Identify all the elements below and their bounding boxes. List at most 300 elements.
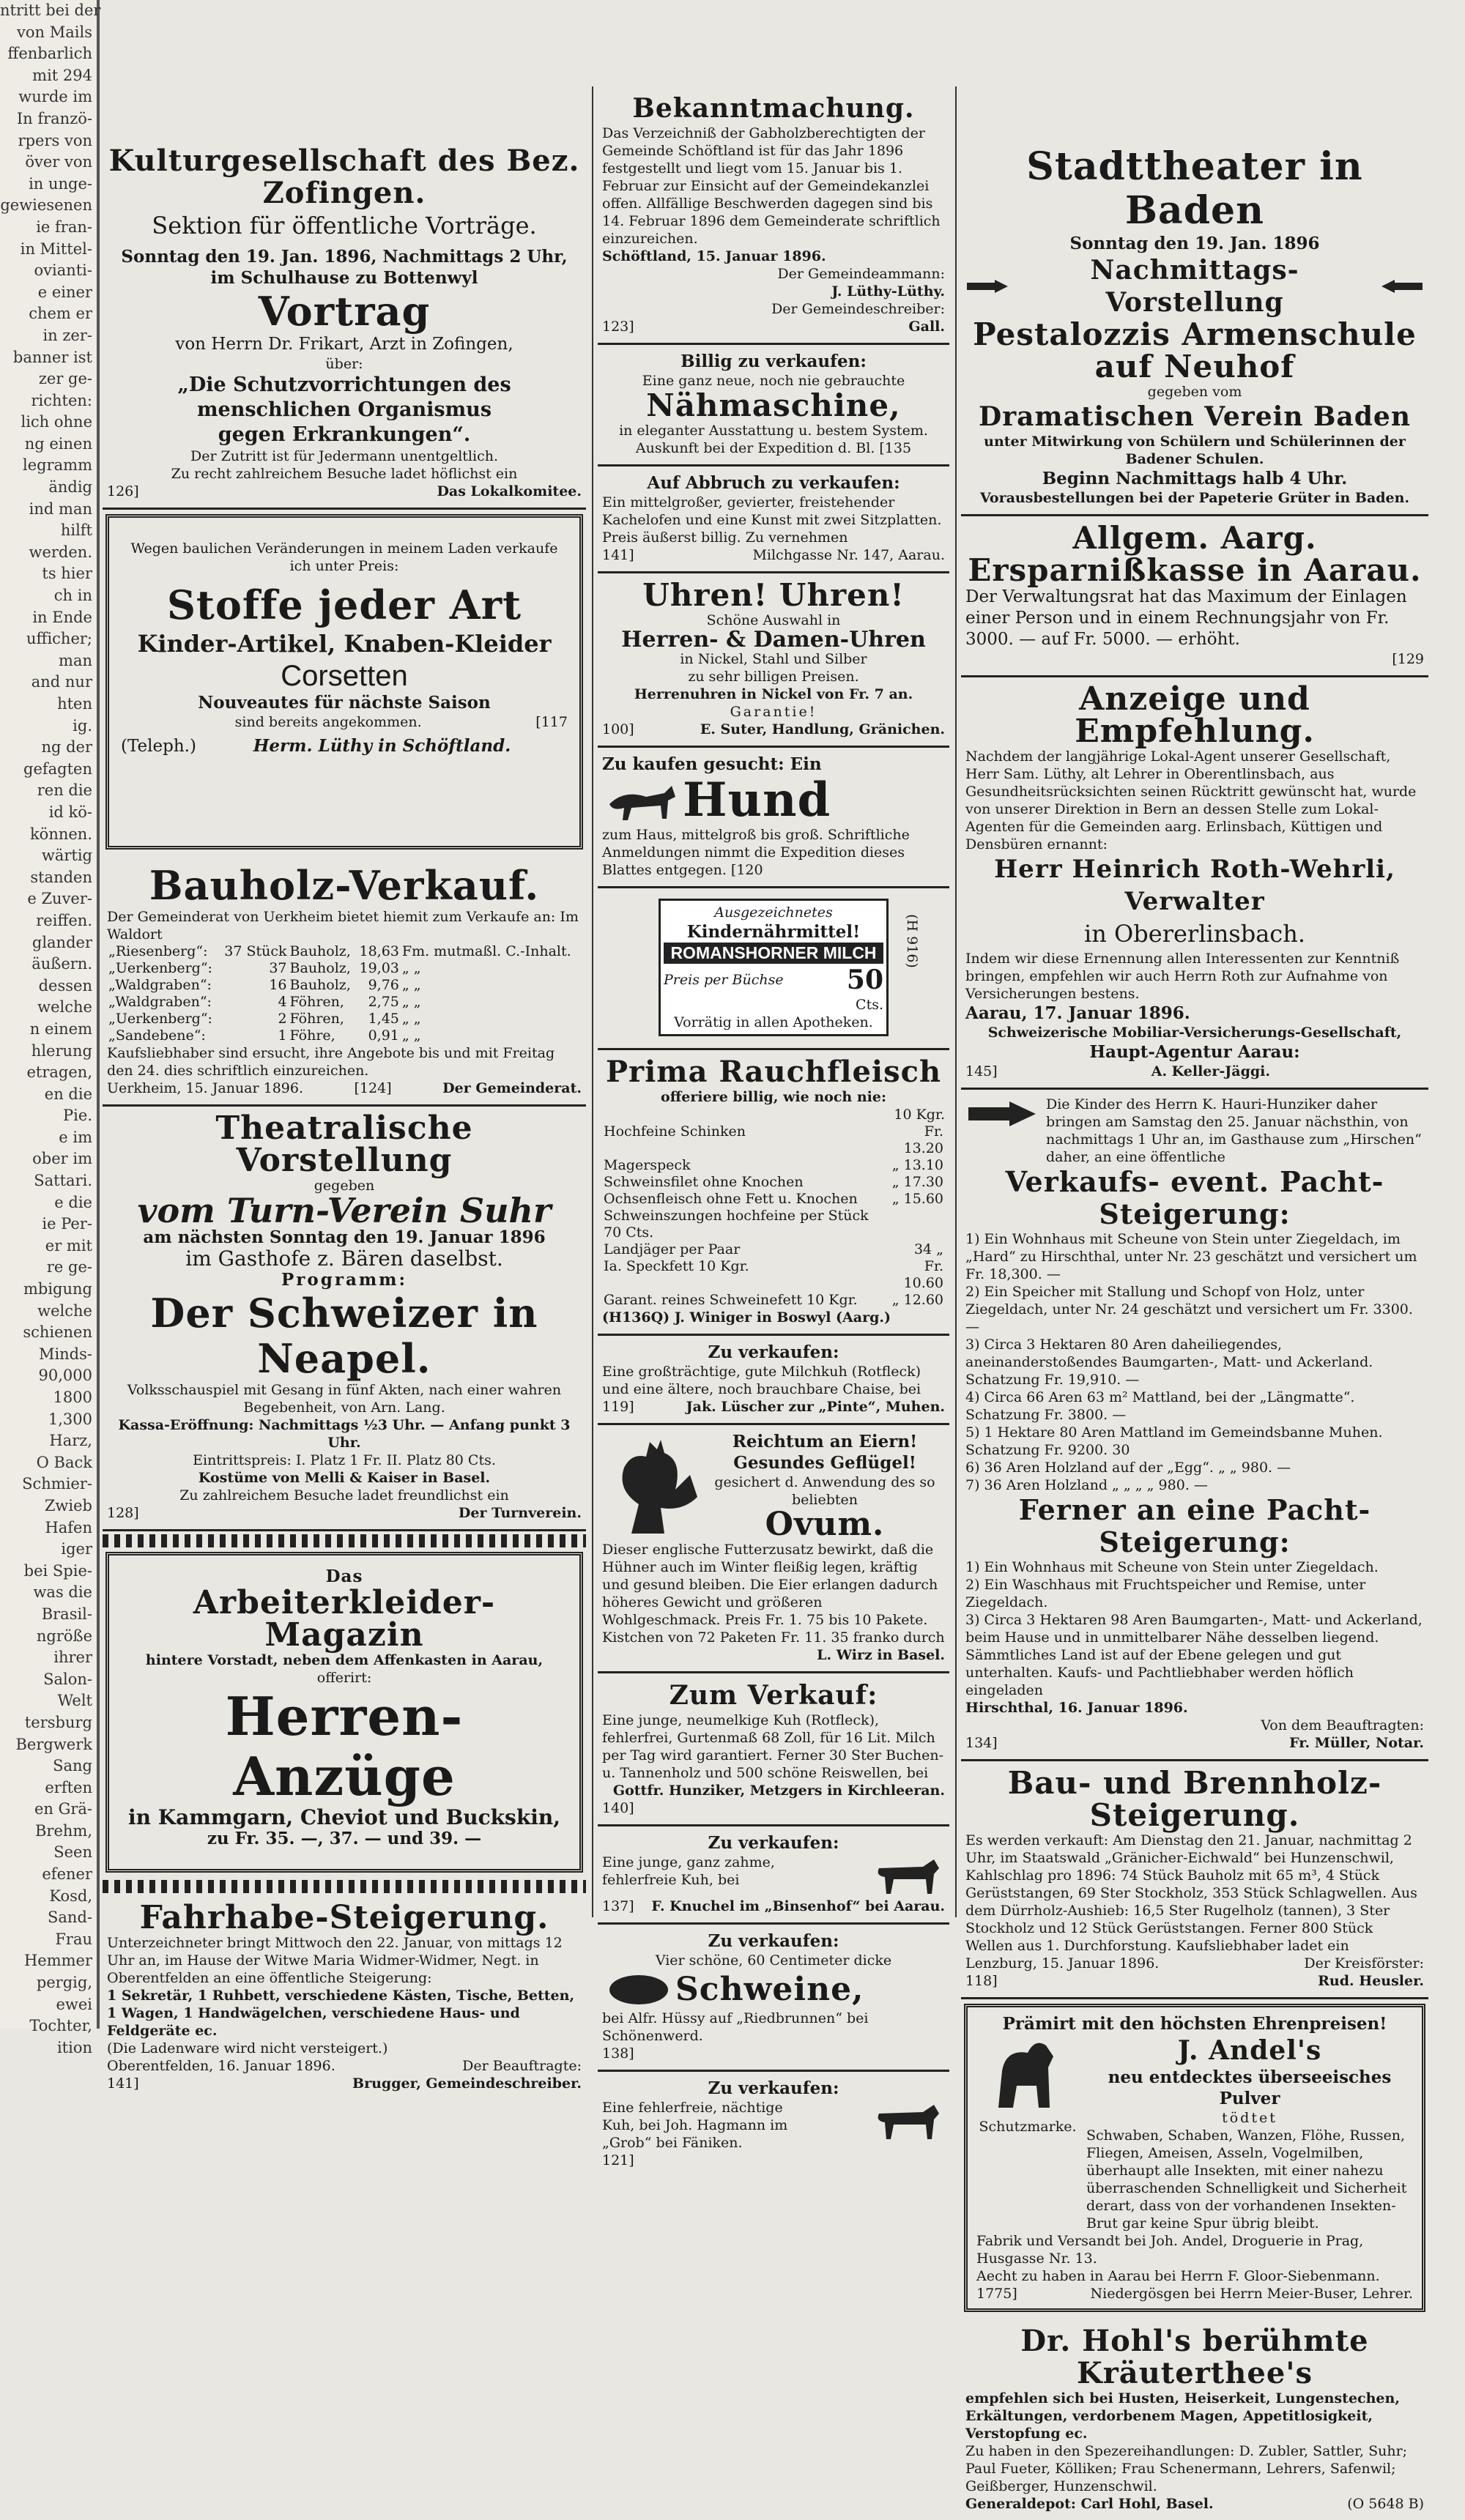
table-cell: 4: [278, 994, 287, 1010]
ad-zum-verkauf: [598, 1673, 949, 1826]
strip-text-line: mit 294: [32, 66, 92, 84]
ad-place-date: Aarau, 17. Januar 1896.: [965, 1003, 1190, 1023]
ad-headline: Herren-Anzüge: [225, 1685, 464, 1807]
previous-page-strip: [0, 0, 101, 2056]
ad-address: Milchgasse Nr. 147, Aarau.: [752, 547, 945, 563]
table-cell: „ „: [401, 977, 421, 993]
ad-line: Herrenuhren in Nickel von Fr. 7 an.: [634, 686, 913, 702]
ad-line: Der Beauftragte:: [462, 2058, 582, 2074]
ad-ref: 140]: [602, 1800, 634, 1816]
ad-title: Kulturgesellschaft des Bez. Zofingen.: [108, 144, 580, 210]
ad-line: Nachmittags-Vorstellung: [1090, 255, 1299, 318]
invitation: Zu recht zahlreichem Besuche ladet höflichst ein: [171, 466, 518, 482]
ad-line: sind bereits angekommen.: [234, 714, 422, 730]
ad-ovum: [598, 1425, 949, 1673]
table-row: [107, 943, 582, 960]
list-item: 7) 36 Aren Holzland „ „ „ „ 980. —: [965, 1477, 1208, 1493]
strip-text-line: standen: [30, 868, 92, 886]
strip-text-line: reiffen.: [36, 911, 92, 929]
strip-text-line: ind man: [29, 499, 92, 518]
table-row: [107, 1011, 582, 1027]
table-cell: „ „: [401, 994, 421, 1010]
ad-stoffe: [105, 514, 583, 850]
ad-title: Fahrhabe-Steigerung.: [139, 1899, 549, 1936]
table-row: [107, 994, 582, 1011]
table-cell: 37 Stück: [224, 943, 287, 959]
ad-line: Kassa-Eröffnung: Nachmittags ½3 Uhr. — Anfang punkt 3 Uhr.: [118, 1417, 571, 1451]
ad-text: Der Verwaltungsrat hat das Maximum der Einlagen einer Person und in einem Rechnungsjahr von Fr. 3000. — auf Fr. 5000. — erhöht.: [965, 587, 1407, 649]
table-row: [602, 1208, 945, 1241]
event-place: im Schulhause zu Bottenwyl: [210, 268, 478, 288]
strip-text-line: gewiesenen: [0, 196, 92, 215]
list-item: 1) Ein Wohnhaus mit Scheune von Stein unter Ziegeldach, im „Hard“ zu Hirschthal, unter Nr. 23 geschätzt und versichert um Fr. 18,300. —: [965, 1231, 1417, 1282]
table-cell: 34 „: [913, 1241, 943, 1257]
ad-title: Bekanntmachung.: [632, 93, 915, 124]
ad-line: Kinder-Artikel, Knaben-Kleider: [137, 630, 552, 658]
ad-intro: Der Gemeinderat von Uerkheim bietet hiemit zum Verkaufe an: Im Waldort: [107, 909, 579, 943]
ad-milchkuh: [598, 1336, 949, 1425]
strip-text-line: erften: [45, 1778, 92, 1796]
table-cell: Fr. 10.60: [903, 1258, 943, 1291]
ad-headline: ROMANSHORNER MILCH: [664, 943, 883, 964]
ad-place-date: Uerkheim, 15. Januar 1896.: [107, 1080, 304, 1096]
list-item: 1) Ein Wohnhaus mit Scheune von Stein unter Ziegeldach.: [965, 1559, 1379, 1575]
strip-text-line: schienen: [23, 1323, 92, 1342]
ad-line: Von dem Beauftragten:: [1261, 1717, 1424, 1733]
strip-text-line: ig.: [73, 716, 92, 735]
table-row: [602, 1191, 945, 1208]
strip-text-line: in Ende: [32, 608, 92, 626]
ad-andel: [964, 2004, 1425, 2312]
ad-line: Haupt-Agentur Aarau:: [1089, 1042, 1300, 1062]
ad-line: offeriere billig, wie noch nie:: [661, 1089, 886, 1105]
list-item: 2) Ein Speicher mit Stallung und Schopf von Holz, unter Ziegeldach, unter Nr. 24 geschätzt und versichert um Fr. 3300. —: [965, 1284, 1413, 1335]
strip-text-line: and nur: [31, 673, 92, 691]
ad-line: gegeben vom: [1147, 384, 1242, 400]
table-cell: Schweinsfilet ohne Knochen: [604, 1174, 804, 1190]
rooster-icon: [602, 1431, 705, 1541]
ad-title: Allgem. Aarg. Ersparnißkasse in Aarau.: [968, 520, 1422, 588]
strip-text-line: id kö-: [48, 803, 92, 821]
ad-signature: Der Gemeinderat.: [442, 1080, 582, 1096]
ad-ref: 126]: [107, 483, 139, 499]
ad-line: Kostüme von Melli & Kaiser in Basel.: [198, 1470, 491, 1486]
strip-text-line: Seen: [53, 1843, 92, 1862]
ad-line: zu sehr billigen Preisen.: [688, 669, 859, 685]
strip-text-line: Brasil-: [41, 1605, 92, 1623]
strip-text-line: bei Spie-: [23, 1561, 92, 1580]
ad-price: zu Fr. 35. —, 37. — und 39. —: [207, 1829, 482, 1848]
ad-ref: 123]: [602, 319, 634, 335]
ad-text: in eleganter Ausstattung u. bestem System. Auskunft bei der Expedition d. Bl. [135: [619, 423, 928, 456]
ad-kulturgesellschaft: [103, 86, 586, 510]
strip-text-line: richten:: [31, 391, 92, 409]
event-date: Sonntag den 19. Jan. 1896, Nachmittags 2 Uhr,: [121, 247, 568, 267]
strip-text-line: in unge-: [29, 174, 92, 193]
ad-title: Billig zu verkaufen:: [680, 352, 867, 371]
ad-signature: Der Turnverein.: [458, 1505, 582, 1521]
ad-line: Der Kreisförster:: [1304, 1955, 1424, 1971]
table-cell: „ „: [401, 1027, 421, 1044]
ad-line: Ausgezeichnetes: [714, 904, 833, 921]
strip-text-line: er mit: [45, 1236, 92, 1255]
table-cell: 0,91: [368, 1027, 399, 1044]
ad-ref: 137]: [602, 1898, 634, 1914]
ad-place-date: Hirschthal, 16. Januar 1896.: [965, 1700, 1188, 1716]
ad-title: Prima Rauchfleisch: [605, 1055, 942, 1089]
pointing-hand-icon: [965, 1096, 1039, 1132]
strip-text-line: in zer-: [42, 326, 92, 344]
strip-text-line: man: [59, 651, 92, 669]
ad-anzeige: [961, 677, 1428, 1090]
ad-address: hintere Vorstadt, neben dem Affenkasten in Aarau,: [145, 1652, 544, 1668]
milk-tin-label: [659, 899, 889, 1036]
play-title: Pestalozzis Armenschule auf Neuhof: [973, 316, 1417, 384]
strip-text-line: ition: [56, 2038, 92, 2056]
ad-line: Beginn Nachmittags halb 4 Uhr.: [1042, 469, 1348, 488]
ad-line: in Obererlinsbach.: [1084, 920, 1305, 948]
table-row: [107, 1027, 582, 1044]
price-table: [602, 1123, 945, 1309]
ad-signature: Jak. Lüscher zur „Pinte“, Muhen.: [686, 1399, 945, 1415]
strip-text-line: ie Per-: [42, 1215, 92, 1233]
ad-stadttheater: [961, 86, 1428, 516]
table-cell: 9,76: [368, 977, 399, 993]
table-row: [602, 1157, 945, 1174]
strip-text-line: welche: [37, 998, 92, 1016]
strip-text-line: ie fran-: [36, 218, 92, 236]
ad-rauchfleisch: [598, 1050, 949, 1336]
strip-text-line: dessen: [38, 976, 92, 995]
ad-title: Arbeiterkleider-Magazin: [193, 1584, 496, 1654]
ad-price: 50: [846, 964, 883, 995]
strip-text-line: von Mails: [17, 23, 92, 41]
ad-kindernaehrmittel: [598, 888, 949, 1050]
ad-text: empfehlen sich bei Husten, Heiserkeit, Lungenstechen, Erkältungen, verdorbenem Magen, Appetitlosigkeit, Verstopfung ec.: [965, 2390, 1400, 2442]
ad-line: Preis per Büchse: [664, 972, 784, 988]
lease-items: [965, 1558, 1424, 1646]
ad-line: unter Mitwirkung von Schülern und Schülerinnen der Badener Schulen.: [984, 434, 1406, 467]
auction-items: [965, 1230, 1424, 1494]
ad-hohl: [961, 2319, 1428, 2520]
ad-line: Eine ganz neue, noch nie gebrauchte: [642, 373, 905, 389]
strip-text-line: ändig: [48, 478, 92, 497]
strip-text-line: hilft: [60, 521, 92, 540]
ad-place-date: Oberentfelden, 16. Januar 1896.: [107, 2058, 335, 2074]
ad-line: Garantie!: [730, 704, 817, 720]
strip-text-line: ovianti-: [34, 261, 92, 280]
strip-text-line: ch in: [53, 587, 92, 605]
table-row: [602, 1123, 945, 1157]
table-cell: [883, 1208, 945, 1241]
table-row: [107, 960, 582, 977]
list-item: 4) Circa 66 Aren 63 m² Mattland, bei der „Längmatte“. Schatzung Fr. 3800. —: [965, 1389, 1355, 1423]
ad-headline: Herr Heinrich Roth-Wehrli, Verwalter: [994, 855, 1395, 916]
strip-text-line: Kosd,: [49, 1887, 92, 1905]
ad-ref: 119]: [602, 1399, 634, 1415]
ad-line: Vorausbestellungen bei der Papeterie Grüter in Baden.: [979, 490, 1410, 506]
ad-line: Schweizerische Mobiliar-Versicherungs-Gesellschaft,: [987, 1025, 1402, 1041]
table-cell: „ 15.60: [891, 1191, 943, 1207]
ad-title: Reichtum an Eiern!: [732, 1432, 918, 1452]
ad-kachelofen: [598, 467, 949, 573]
ad-line: in Nickel, Stahl und Silber: [680, 651, 867, 667]
strip-text-line: Frau: [55, 1930, 92, 1948]
ad-line: in Kammgarn, Cheviot und Buckskin,: [128, 1805, 560, 1829]
strip-text-line: Tochter,: [29, 2017, 92, 2035]
table-cell: 2: [278, 1011, 287, 1027]
ad-text: Eine junge, ganz zahme, fehlerfreie Kuh, bei: [602, 1854, 775, 1888]
strip-text-line: re ge-: [46, 1258, 92, 1276]
ad-place-date: Schöftland, 15. Januar 1896.: [602, 248, 826, 264]
table-cell: 16: [269, 977, 287, 993]
strip-text-line: Salon-: [43, 1670, 92, 1688]
strip-text-line: Sattari.: [34, 1172, 92, 1190]
strip-text-line: Sand-: [48, 1908, 92, 1927]
ad-title: Verkaufs- event. Pacht-Steigerung:: [1005, 1165, 1384, 1230]
ad-code: (H 916): [904, 914, 921, 968]
ad-title: Dr. Hohl's berühmte Kräuterthee's: [1020, 2324, 1369, 2390]
strip-text-line: In franzö-: [16, 109, 92, 127]
strip-text-line: e einer: [37, 283, 92, 301]
list-item: 3) Circa 3 Hektaren 98 Aren Baumgarten-, Matt- und Ackerland, beim Hause und in unmittelbarer Nähe desselben liegend.: [965, 1612, 1423, 1646]
ad-line: Schöne Auswahl in: [706, 612, 841, 628]
ad-subtitle: Sektion für öffentliche Vorträge.: [152, 212, 537, 239]
decorative-border: [103, 1880, 586, 1893]
strip-text-line: äußern.: [31, 955, 92, 973]
strip-text-line: 1800: [53, 1389, 92, 1406]
trademark-label: Schutzmarke.: [979, 2119, 1077, 2135]
table-cell: „Waldgraben“:: [108, 977, 212, 993]
table-row: [107, 977, 582, 994]
strip-text-line: Sang: [53, 1757, 92, 1775]
table-cell: „Uerkenberg“:: [108, 960, 212, 976]
strip-text-line: etragen,: [26, 1063, 92, 1082]
table-cell: Landjäger per Paar: [604, 1241, 741, 1257]
ad-headline: Ovum.: [765, 1506, 885, 1543]
table-cell: Ochsenfleisch ohne Fett u. Knochen: [604, 1191, 858, 1207]
strip-text-line: lich ohne: [21, 413, 92, 431]
play-title: Der Schweizer in Neapel.: [150, 1290, 538, 1382]
ad-intro: Die Kinder des Herrn K. Hauri-Hunziker daher bringen am Samstag den 25. Januar nächsthin, von nachmittags 1 Uhr an, im Gasthause zum „Hirschen“ daher, an eine öffentliche: [1046, 1096, 1422, 1165]
table-cell: „ 12.60: [891, 1292, 943, 1308]
ad-line: gegeben: [314, 1178, 375, 1194]
ad-ref: [129: [1392, 651, 1424, 667]
strip-text-line: ufficher;: [26, 630, 92, 648]
ad-title: Zu verkaufen:: [708, 1342, 839, 1362]
event-place: im Gasthofe z. Bären daselbst.: [185, 1246, 503, 1271]
event-date: am nächsten Sonntag den 19. Januar 1896: [143, 1227, 546, 1247]
table-cell: Magerspeck: [604, 1157, 691, 1173]
table-cell: Ia. Speckfett 10 Kgr.: [604, 1258, 749, 1274]
ad-headline: Nähmaschine,: [646, 387, 901, 423]
strip-text-line: können.: [29, 825, 92, 843]
list-item: 5) 1 Hektare 80 Aren Mattland im Gemeindsbanne Muhen. Schatzung Fr. 9200. 30: [965, 1424, 1383, 1458]
table-row: [602, 1174, 945, 1191]
ad-hund: [598, 748, 949, 888]
ad-title: Zum Verkauf:: [669, 1680, 878, 1711]
ad-line: tödtet: [1222, 2110, 1277, 2126]
strip-text-line: Harz,: [49, 1432, 92, 1450]
ad-signature: bei Alfr. Hüssy auf „Riedbrunnen“ bei Schönenwerd.: [602, 2010, 869, 2044]
ad-uhren: [598, 573, 949, 748]
table-cell: Hochfeine Schinken: [604, 1123, 746, 1140]
event-date: Sonntag den 19. Jan. 1896: [1069, 234, 1320, 253]
ad-ref: 145]: [965, 1063, 998, 1079]
strip-text-line: e Zuver-: [27, 890, 92, 908]
ad-naehmaschine: [598, 345, 949, 467]
strip-text-line: Bergwerk: [15, 1735, 92, 1753]
ad-title: Zu verkaufen:: [708, 2078, 839, 2098]
ad-title: Zu verkaufen:: [708, 1833, 839, 1853]
strip-text-line: chem er: [29, 305, 92, 323]
ad-signature: Rud. Heusler.: [1318, 1973, 1424, 1989]
ad-line: Gesundes Geflügel!: [733, 1453, 916, 1473]
ad-ersparniskasse: [961, 516, 1428, 677]
strip-text-line: Hafen: [45, 1518, 92, 1536]
ad-title: Prämirt mit den höchsten Ehrenpreisen!: [1002, 2014, 1387, 2034]
table-cell: Föhre,: [289, 1027, 335, 1044]
ad-signature: (H136Q) J. Winiger in Boswyl (Aarg.): [602, 1309, 891, 1326]
ad-headline: J. Andel's: [1177, 2035, 1322, 2066]
ad-line: Eintrittspreis: I. Platz 1 Fr. II. Platz 80 Cts.: [193, 1452, 496, 1468]
ad-bekanntmachung: [598, 86, 949, 345]
strip-text-line: welche: [37, 1301, 92, 1320]
ad-items: 1 Sekretär, 1 Ruhbett, verschiedene Kästen, Tische, Betten, 1 Wagen, 1 Handwägelchen, verschiedene Haus- und Feldgeräte ec.: [107, 1988, 575, 2039]
ad-text: Ein mittelgroßer, gevierter, freistehender Kachelofen und eine Kunst mit zwei Sitzplatten. Preis äußerst billig. Zu vernehmen: [602, 494, 942, 546]
ad-note: (Die Ladenware wird nicht versteigert.): [107, 2040, 388, 2056]
ad-line: Der Gemeindeschreiber:: [771, 301, 945, 317]
cow-icon: [872, 1854, 945, 1898]
pointing-hand-icon: [1380, 277, 1424, 296]
column-3: [961, 86, 1428, 2520]
ad-signature: E. Suter, Handlung, Gränichen.: [700, 721, 945, 737]
ad-signature: Herm. Lüthy in Schöftland.: [253, 736, 511, 756]
ad-ref: [124]: [354, 1080, 392, 1096]
strip-text-line: e im: [59, 1128, 92, 1146]
ad-ref: 141]: [602, 547, 634, 563]
strip-text-line: banner ist: [12, 348, 92, 366]
table-cell: „ „: [401, 960, 421, 976]
cow-icon: [872, 2099, 945, 2143]
speaker: von Herrn Dr. Frikart, Arzt in Zofingen,: [175, 335, 513, 354]
table-cell: Schweinszungen hochfeine per Stück 70 Cts.: [604, 1208, 869, 1241]
ad-ref: 100]: [602, 721, 634, 737]
strip-text-line: hten: [57, 695, 92, 713]
table-cell: „Sandebene“:: [108, 1027, 206, 1044]
strip-text-line: legramm: [23, 456, 92, 475]
table-cell: „Riesenberg“:: [108, 943, 208, 959]
column-rule: [592, 86, 593, 1917]
table-cell: Bauholz,: [289, 960, 351, 976]
strip-text-line: in Mittel-: [20, 239, 92, 258]
list-item: 3) Circa 3 Hektaren 80 Aren daheiliegendes, aneinanderstoßendes Baumgarten-, Matt- und Ackerland. Schatzung Fr. 19,910. —: [965, 1337, 1373, 1388]
list-item: 2) Ein Waschhaus mit Fruchtspeicher und Remise, unter Ziegeldach.: [965, 1577, 1366, 1610]
ad-title: Auf Abbruch zu verkaufen:: [647, 473, 900, 493]
ad-headline: Vortrag: [258, 288, 431, 335]
ad-steigerung: [961, 1090, 1428, 1761]
ad-line: Corsetten: [281, 660, 408, 692]
ad-headline: Hund: [683, 773, 831, 828]
table-cell: Föhren,: [289, 1011, 344, 1027]
strip-text-line: rpers von: [18, 131, 92, 149]
table-cell: 37: [269, 960, 287, 976]
pig-icon: [602, 1969, 675, 2010]
ad-text: Sämmtliches Land ist auf der Ebene gelegen und gut unterhalten. Kaufs- und Pachtliebhaber werden höflich eingeladen: [965, 1647, 1354, 1698]
strip-text-line: hlerung: [31, 1041, 92, 1060]
ad-schweine: [598, 1925, 949, 2072]
strip-text-line: n einem: [29, 1019, 92, 1038]
ad-line: 10 Kgr.: [894, 1107, 945, 1123]
strip-text-line: ntritt bei der: [0, 1, 101, 19]
strip-text-line: zer ge-: [38, 370, 92, 388]
about-label: über:: [325, 356, 363, 372]
ad-text: Eine junge, neumelkige Kuh (Rotfleck), fehlerfrei, Gurtenmaß 68 Zoll, für 16 Lit. Milch per Tag wird garantiert. Ferner 30 Ster Buchen- u. Tannenholz und 500 schöne Reiswellen, bei: [602, 1712, 944, 1781]
column-1: [103, 86, 586, 2100]
strip-text-line: Brehm,: [34, 1821, 92, 1840]
strip-text-line: Pie.: [63, 1107, 92, 1125]
strip-text-line: wärtig: [41, 847, 92, 865]
table-cell: „ „: [401, 1011, 421, 1027]
ad-ref: 134]: [965, 1735, 998, 1751]
strip-text-line: iger: [61, 1540, 92, 1558]
table-cell: 2,75: [368, 994, 399, 1010]
program-label: Programm:: [281, 1270, 408, 1290]
ad-place-date: Lenzburg, 15. Januar 1896.: [965, 1955, 1160, 1971]
ad-signature: L. Wirz in Basel.: [817, 1647, 945, 1663]
ad-title: Theatralische Vorstellung: [215, 1110, 473, 1179]
ad-text: Vier schöne, 60 Centimeter dicke: [655, 1952, 892, 1969]
ad-title: Bau- und Brennholz-Steigerung.: [1007, 1765, 1382, 1833]
pointing-hand-icon: [965, 277, 1009, 296]
strip-text-line: ng einen: [24, 434, 92, 453]
ad-line: Vorrätig in allen Apotheken.: [674, 1014, 873, 1030]
ad-ref: [117: [535, 714, 568, 730]
table-row: [602, 1258, 945, 1292]
ad-title: Stadttheater in Baden: [1026, 144, 1363, 233]
ad-text: Unterzeichneter bringt Mittwoch den 22. Januar, von mittags 12 Uhr an, im Hause der Witwe Maria Widmer-Widmer, Negt. in Oberentfelden an eine öffentliche Steigerung:: [107, 1935, 563, 1986]
strip-text-line: ngröße: [36, 1627, 92, 1645]
ad-line: Niedergösgen bei Herrn Meier-Buser, Lehrer.: [1090, 2286, 1413, 2302]
ad-signature: J. Lüthy-Lüthy.: [831, 283, 945, 300]
table-row: [602, 1241, 945, 1258]
table-cell: 1,45: [368, 1011, 399, 1027]
ad-line: Das: [325, 1566, 363, 1586]
table-cell: „Waldgraben“:: [108, 994, 212, 1010]
table-cell: Bauholz,: [289, 943, 351, 959]
ad-signature: Fr. Müller, Notar.: [1289, 1735, 1424, 1751]
table-cell: Fm. mutmaßl. C.-Inhalt.: [401, 943, 571, 959]
ad-title: Anzeige und Empfehlung.: [1075, 680, 1315, 750]
ad-kuh: [598, 1826, 949, 1925]
ad-line: Aecht zu haben in Aarau bei Herrn F. Gloor-Siebenmann.: [976, 2268, 1380, 2284]
dog-trademark-icon: [984, 2034, 1072, 2115]
ad-text: Schwaben, Schaben, Wanzen, Flöhe, Russen, Fliegen, Ameisen, Asseln, Vogelmilben, überhaupt alle Insekten, mit einer nahezu überraschenden Schnelligkeit und Sicherheit derart, dass von der vorhandenen Insekten-Brut gar keine Spur übrig bleibt.: [1086, 2127, 1407, 2231]
table-cell: 1: [278, 1027, 287, 1044]
table-cell: 18,63: [359, 943, 399, 959]
ad-signature: Gottfr. Hunziker, Metzgers in Kirchleeran.: [612, 1783, 945, 1799]
table-cell: „ 13.10: [891, 1157, 943, 1173]
strip-text-line: ng der: [41, 738, 92, 757]
ad-headline: Herren- & Damen-Uhren: [621, 627, 926, 653]
lecture-topic: „Die Schutzvorrichtungen des menschlichen Organismus: [177, 373, 511, 421]
strip-text-line: Zwieb: [44, 1496, 92, 1514]
ad-arbeiterkleider: [105, 1552, 583, 1873]
ad-title: Zu kaufen gesucht: Ein: [602, 754, 822, 774]
strip-text-line: en Grä-: [34, 1800, 92, 1818]
ad-title: Bauholz-Verkauf.: [149, 862, 540, 909]
ad-line: Fabrik und Versandt bei Joh. Andel, Droguerie in Prag, Husgasse Nr. 13.: [976, 2233, 1364, 2267]
